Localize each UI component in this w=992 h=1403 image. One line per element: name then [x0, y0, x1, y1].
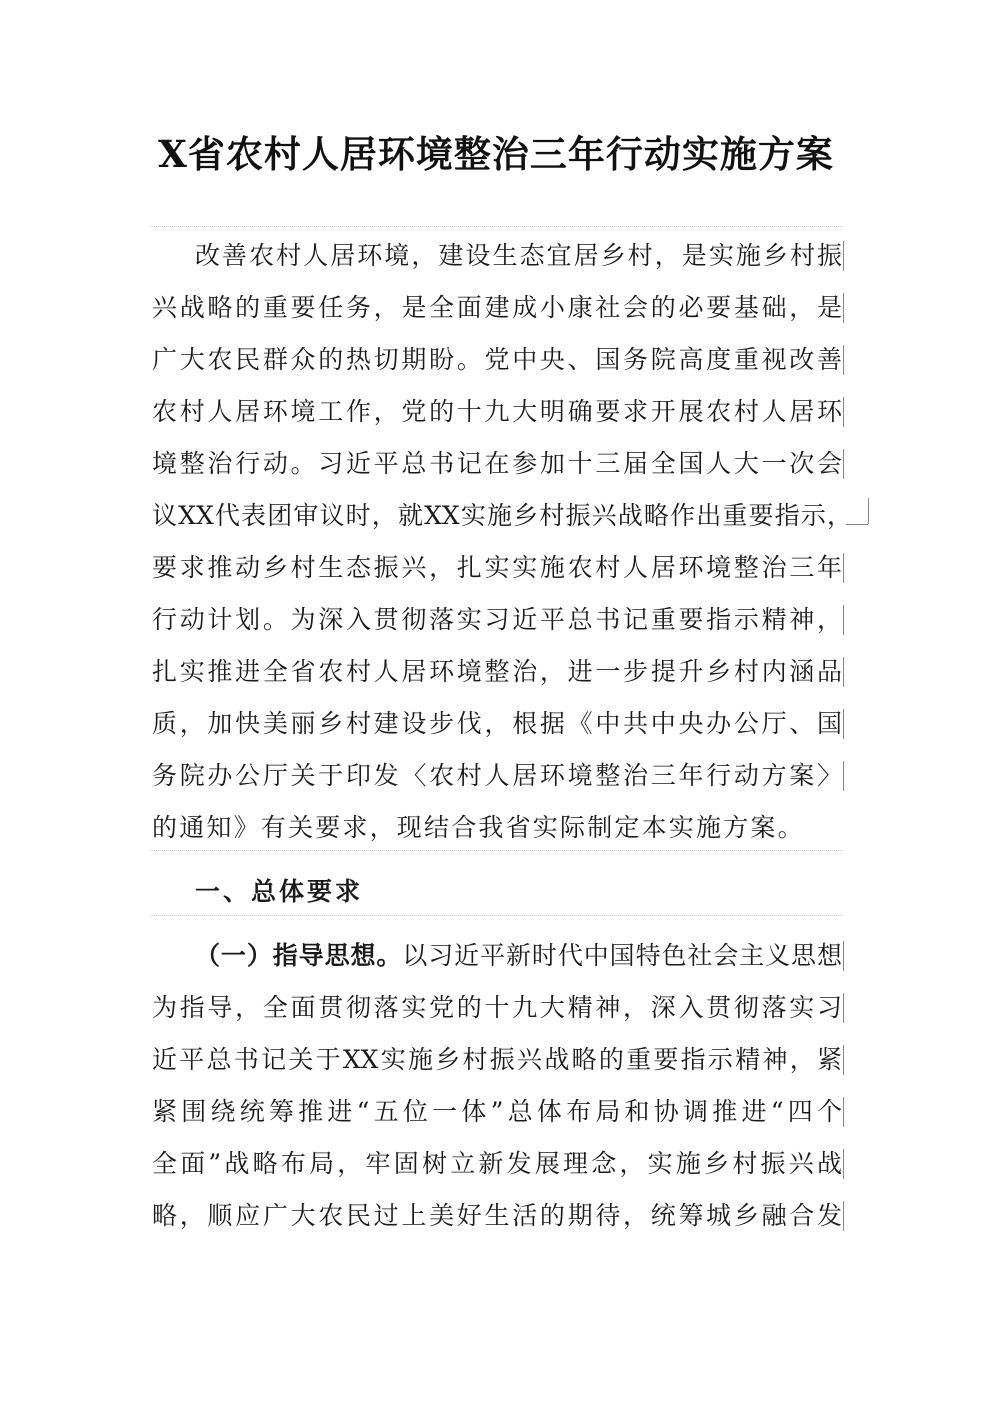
margin-mark [843, 241, 844, 271]
paragraph-line: 紧围绕统筹推进“五位一体”总体布局和协调推进“四个 [152, 1097, 842, 1126]
paragraph-top-rule [150, 915, 843, 916]
section-heading: 一、总体要求 [195, 877, 364, 906]
paragraph-line: 质，加快美丽乡村建设步伐，根据《中共中央办公厅、国 [152, 709, 842, 738]
paragraph-line: 略，顺应广大农民过上美好生活的期待，统筹城乡融合发 [152, 1201, 842, 1230]
paragraph-line: 要求推动乡村生态振兴，扎实实施农村人居环境整治三年 [152, 553, 842, 582]
margin-mark [843, 1045, 844, 1075]
margin-mark [843, 605, 844, 635]
paragraph-line: 议XX代表团审议时，就XX实施乡村振兴战略作出重要指示， [152, 501, 852, 530]
paragraph-line: 务院办公厅关于印发〈农村人居环境整治三年行动方案〉 [152, 761, 842, 790]
margin-mark [843, 1201, 844, 1231]
margin-mark [843, 449, 844, 479]
margin-mark [843, 1149, 844, 1179]
margin-mark [843, 397, 844, 427]
paragraph-line: 兴战略的重要任务，是全面建成小康社会的必要基础，是 [152, 293, 842, 322]
margin-corner [846, 510, 868, 525]
margin-mark [843, 761, 844, 791]
margin-mark [843, 293, 844, 323]
paragraph-line: 农村人居环境工作，党的十九大明确要求开展农村人居环 [152, 397, 842, 426]
paragraph-line: 的通知》有关要求，现结合我省实际制定本实施方案。 [152, 813, 805, 842]
margin-mark [843, 993, 844, 1023]
paragraph-line: 改善农村人居环境，建设生态宜居乡村，是实施乡村振 [195, 241, 842, 270]
subsection-lead: （一）指导思想。 [195, 941, 403, 970]
paragraph-bottom-rule [150, 850, 843, 851]
margin-mark [843, 553, 844, 583]
margin-mark [843, 657, 844, 687]
paragraph-line: 扎实推进全省农村人居环境整治，进一步提升乡村内涵品 [152, 657, 842, 686]
paragraph-line: 全面”战略布局，牢固树立新发展理念，实施乡村振兴战 [152, 1149, 842, 1178]
margin-mark [843, 345, 844, 375]
paragraph-top-rule [150, 226, 843, 227]
paragraph-line: 近平总书记关于XX实施乡村振兴战略的重要指示精神，紧 [152, 1045, 842, 1074]
paragraph-line: 广大农民群众的热切期盼。党中央、国务院高度重视改善 [152, 345, 842, 374]
document-title: X省农村人居环境整治三年行动实施方案 [158, 132, 834, 176]
margin-mark [868, 498, 869, 524]
paragraph-line: 行动计划。为深入贯彻落实习近平总书记重要指示精神， [152, 605, 842, 634]
margin-mark [843, 709, 844, 739]
subsection-text: 以习近平新时代中国特色社会主义思想 [402, 941, 842, 970]
paragraph-line [195, 936, 842, 976]
margin-mark [843, 941, 844, 971]
paragraph-line: 为指导，全面贯彻落实党的十九大精神，深入贯彻落实习 [152, 993, 842, 1022]
margin-mark [843, 1097, 844, 1127]
paragraph-line: 境整治行动。习近平总书记在参加十三届全国人大一次会 [152, 449, 842, 478]
